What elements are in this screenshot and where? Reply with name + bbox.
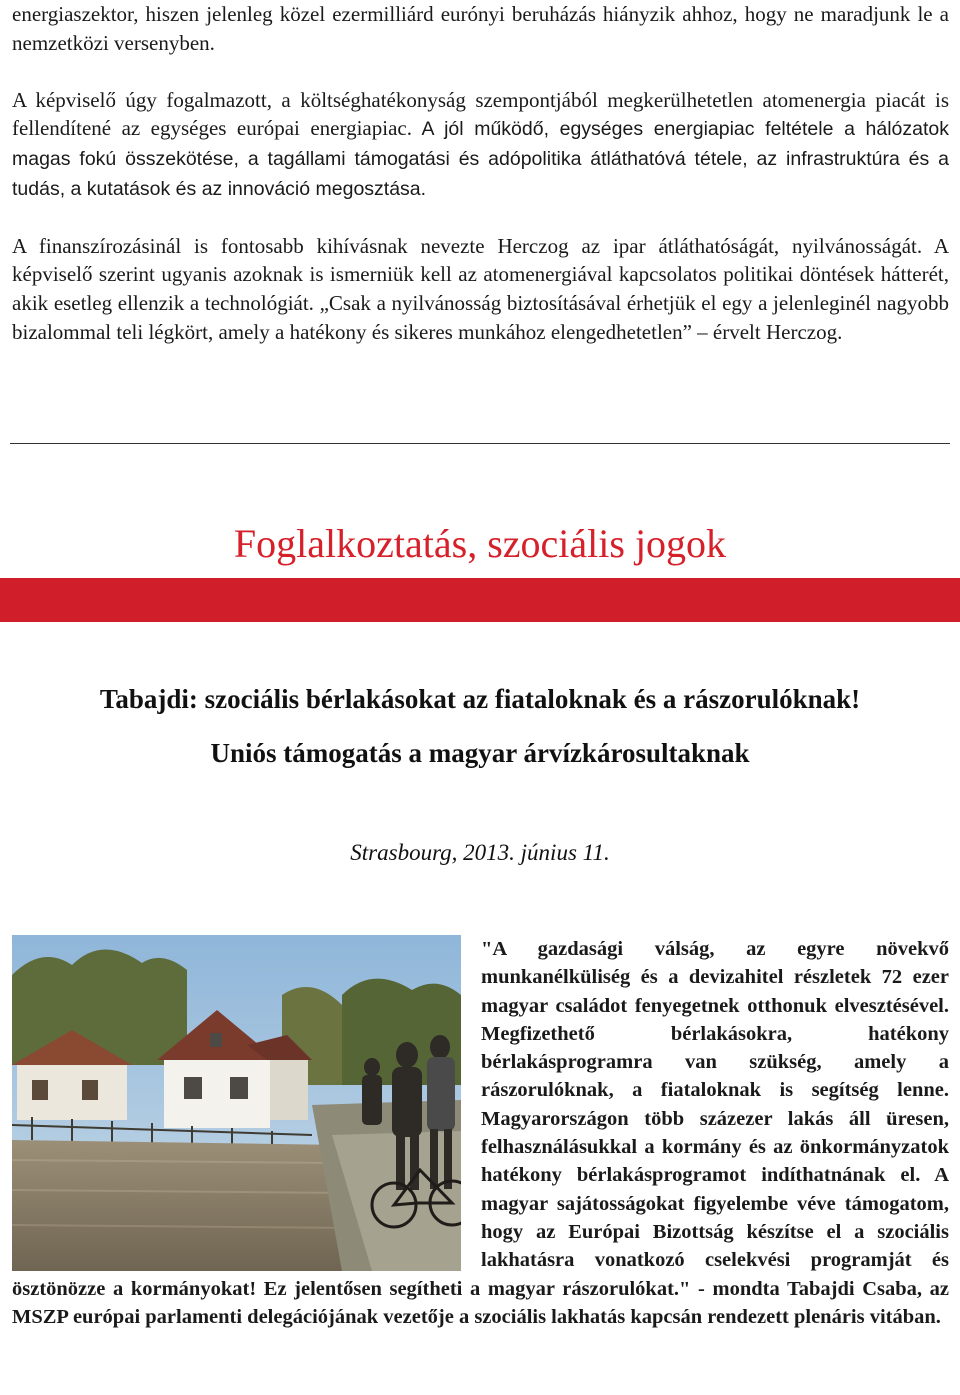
paragraph-text-sans: A jól működő, egységes energiapiac feltétele a hálózatok magas fokú összekötése, a tagállami támogatási és adópolitika átláthatóvá tétele, az infrastruktúra és a tudás, a kutatások és az innováció megosztása. bbox=[12, 118, 950, 200]
article-body bbox=[12, 935, 949, 1331]
paragraph-transparency bbox=[12, 232, 949, 346]
article-headline: Tabajdi: szociális bérlakásokat az fiataloknak és a rászorulóknak! bbox=[99, 684, 861, 714]
dateline: Strasbourg, 2013. június 11. bbox=[350, 840, 610, 865]
paragraph-energy-market bbox=[12, 86, 949, 203]
horizontal-divider bbox=[10, 443, 950, 444]
paragraph-text: A finanszírozásinál is fontosabb kihívásnak nevezte Herczog az ipar átláthatóságát, nyilvánosságát. A képviselő szerint ugyanis azoknak is ismerniük kell az atomenergiával kapcsolatos politikai döntések hátterét, akik esetleg ellenzik a technológiát. „Csak a nyilvánosság biztosításával érhetjük el egy a jelenleginél nagyobb bizalommal teli légkört, amely a hatékony és sikeres munkához elengedhetetlen” – érvelt Herczog. bbox=[12, 233, 949, 344]
photo-wrap-spacer bbox=[12, 935, 481, 1271]
article-subheadline: Uniós támogatás a magyar árvízkárosultaknak bbox=[210, 738, 750, 768]
section-title: Foglalkoztatás, szociális jogok bbox=[233, 521, 727, 566]
article-text: "A gazdasági válság, az egyre növekvő munkanélküliség és a devizahitel részletek 72 ezer magyar családot fenyegetnek otthonuk elvesztésével. Megfizethető bérlakásokra, hatékony bérlakásprogramra van szükség, amely a rászorulóknak, a fiataloknak is segítség lenne. Magyarországon több százezer lakás áll üresen, felhasználásukkal a kormány és az önkormányzatok hatékony bérlakásprogramot indíthatnának el. A magyar sajátosságokat figyelembe véve támogatom, hogy az Európai Bizottság készítse el a szociális lakhatásra vonatkozó cselekvési programját és ösztönözze a kormányokat! Ez jelentősen segítheti a magyar rászorulókat." - mondta Tabajdi Csaba, az MSZP európai parlamenti delegációjának vezetője a szociális lakhatás kapcsán rendezett plenáris vitában. bbox=[12, 938, 949, 1328]
intro-paragraphs bbox=[12, 0, 949, 346]
section-red-band bbox=[0, 578, 960, 622]
paragraph-text: energiaszektor, hiszen jelenleg közel ezermilliárd eurónyi beruházás hiányzik ahhoz, hogy ne maradjunk le a nemzetközi versenyben. bbox=[12, 2, 949, 55]
paragraph-text: A képviselő úgy fogalmazott, a költséghatékonyság szempontjából megkerülhetetlen atomenergia piacát is fellendítené az egységes európai energiapiac. bbox=[12, 87, 949, 141]
paragraph-energy-sector bbox=[12, 0, 949, 57]
